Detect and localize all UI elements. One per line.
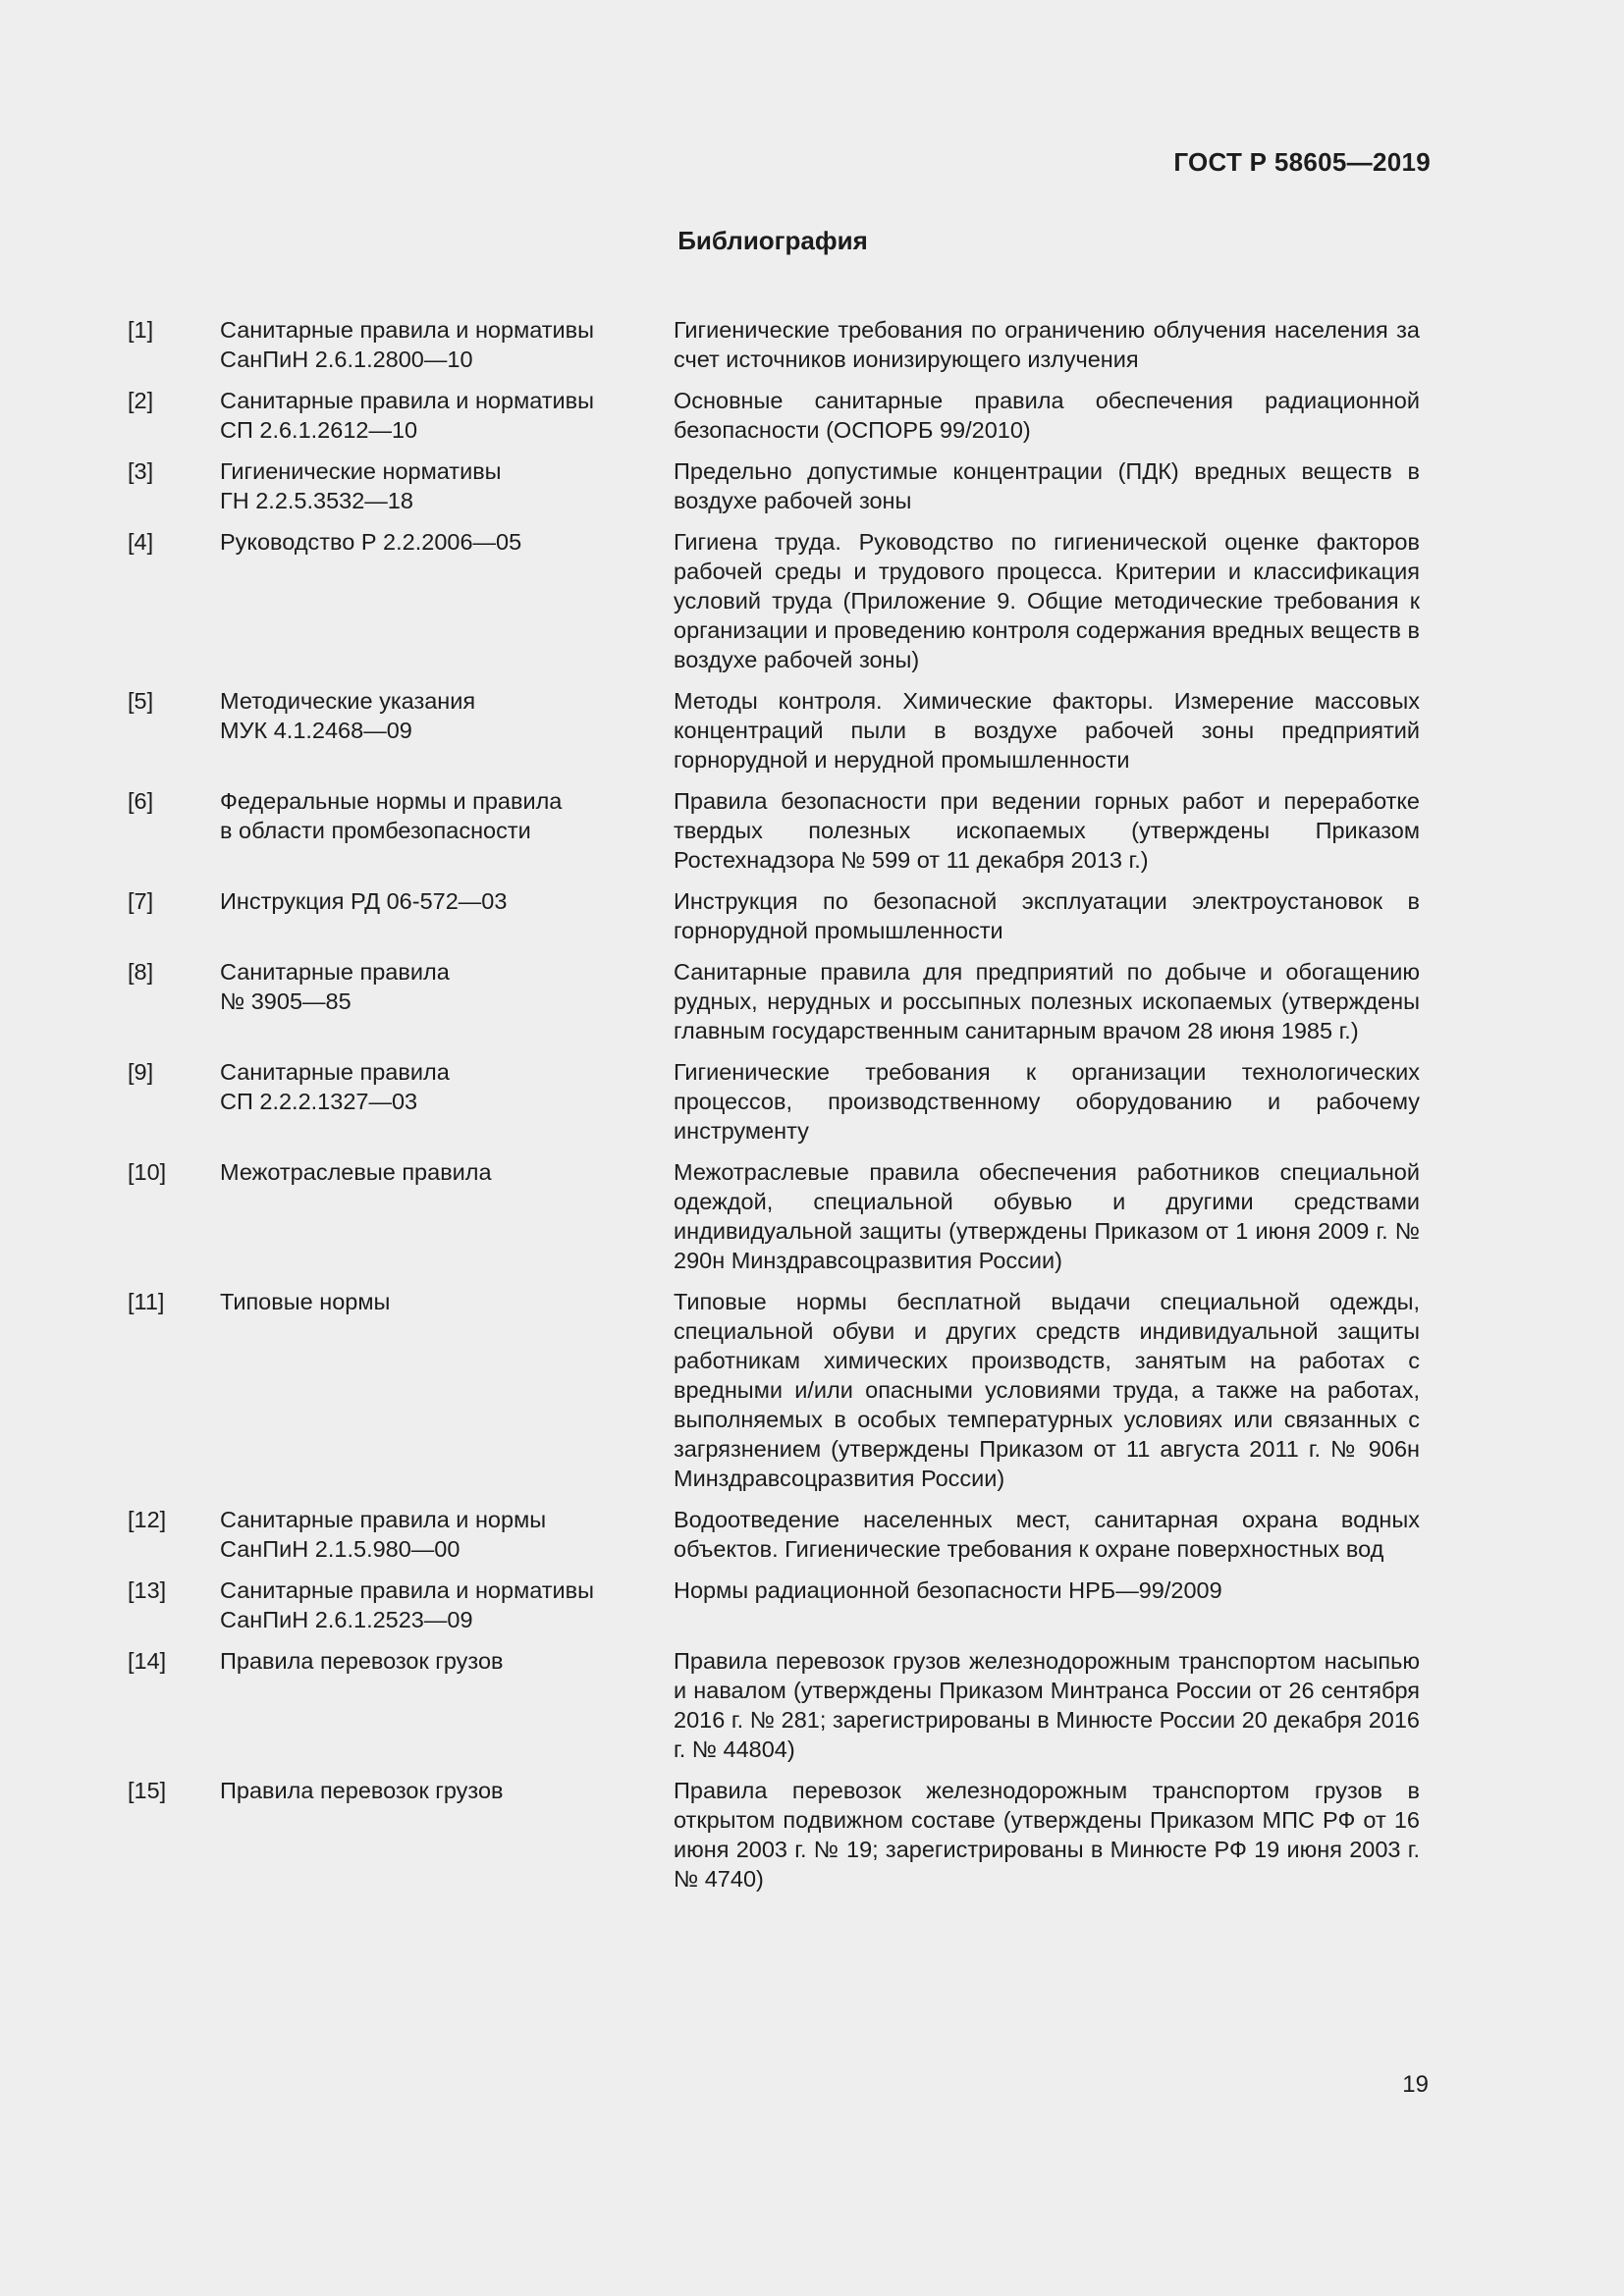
entry-source-line1: Правила перевозок грузов bbox=[220, 1648, 504, 1674]
entry-number: [7] bbox=[128, 888, 154, 914]
entry-source bbox=[220, 886, 674, 945]
entry-description: Основные санитарные правила обеспечения радиационной безопасности (ОСПОРБ 99/2010) bbox=[674, 388, 1420, 443]
entry-source-line2: ГН 2.2.5.3532—18 bbox=[220, 488, 413, 513]
entry-source-line1: Гигиенические нормативы bbox=[220, 458, 502, 484]
entry-description: Нормы радиационной безопасности НРБ—99/2009 bbox=[674, 1577, 1222, 1603]
entry-source-line2: СП 2.6.1.2612—10 bbox=[220, 417, 418, 443]
entry-source bbox=[220, 456, 674, 515]
entry-source bbox=[220, 315, 674, 374]
bibliography-entry bbox=[128, 1776, 1420, 1894]
entry-source-line1: Правила перевозок грузов bbox=[220, 1778, 504, 1803]
entry-description: Гигиенические требования по ограничению облучения населения за счет источников ионизирующего излучения bbox=[674, 317, 1420, 372]
entry-source bbox=[220, 1157, 674, 1275]
entry-source-line1: Методические указания bbox=[220, 688, 476, 714]
entry-source-line2: МУК 4.1.2468—09 bbox=[220, 718, 412, 743]
entry-description: Типовые нормы бесплатной выдачи специальной одежды, специальной обуви и других средств индивидуальной защиты работникам химических производств, занятым на работах с вредными и/или опасными условиями труда, а также на работах, выполняемых в особых температурных условиях или связанных с загрязнением (утверждены Приказом от 11 августа 2011 г. № 906н Минздравсоцразвития России) bbox=[674, 1289, 1420, 1491]
entry-description: Правила безопасности при ведении горных работ и переработке твердых полезных ископаемых (утверждены Приказом Ростехнадзора № 599 от 11 декабря 2013 г.) bbox=[674, 788, 1420, 873]
entry-source-line1: Инструкция РД 06-572—03 bbox=[220, 888, 508, 914]
entry-number: [3] bbox=[128, 458, 154, 484]
entry-number: [14] bbox=[128, 1648, 167, 1674]
entry-source bbox=[220, 1776, 674, 1894]
entry-number: [5] bbox=[128, 688, 154, 714]
bibliography-list bbox=[128, 315, 1420, 1905]
entry-number: [10] bbox=[128, 1159, 167, 1185]
entry-source-line2: СанПиН 2.1.5.980—00 bbox=[220, 1536, 460, 1562]
entry-source-line1: Санитарные правила и нормативы bbox=[220, 317, 595, 343]
entry-description: Санитарные правила для предприятий по добыче и обогащению рудных, нерудных и россыпных полезных ископаемых (утверждены главным государственным санитарным врачом 28 июня 1985 г.) bbox=[674, 959, 1420, 1043]
entry-source bbox=[220, 1057, 674, 1146]
entry-source bbox=[220, 957, 674, 1045]
entry-source-line1: Федеральные нормы и правила bbox=[220, 788, 563, 814]
entry-source-line1: Типовые нормы bbox=[220, 1289, 391, 1314]
entry-number: [15] bbox=[128, 1778, 167, 1803]
section-title: Библиография bbox=[677, 226, 868, 255]
bibliography-entry bbox=[128, 1646, 1420, 1764]
bibliography-entry bbox=[128, 957, 1420, 1045]
entry-source bbox=[220, 1646, 674, 1764]
entry-source-line1: Санитарные правила bbox=[220, 959, 450, 985]
entry-description: Правила перевозок грузов железнодорожным транспортом насыпью и навалом (утверждены Приказом Минтранса России от 26 сентября 2016 г. № 281; зарегистрированы в Минюсте России 20 декабря 2016 г. № 44804) bbox=[674, 1648, 1420, 1762]
bibliography-entry bbox=[128, 1505, 1420, 1564]
entry-number: [13] bbox=[128, 1577, 167, 1603]
entry-source-line1: Межотраслевые правила bbox=[220, 1159, 492, 1185]
entry-source bbox=[220, 786, 674, 875]
entry-source-line1: Санитарные правила и нормативы bbox=[220, 1577, 595, 1603]
bibliography-entry bbox=[128, 686, 1420, 774]
bibliography-entry bbox=[128, 315, 1420, 374]
entry-number: [8] bbox=[128, 959, 154, 985]
bibliography-entry bbox=[128, 886, 1420, 945]
document-code: ГОСТ Р 58605—2019 bbox=[1173, 147, 1431, 177]
entry-number: [4] bbox=[128, 529, 154, 555]
entry-source bbox=[220, 1505, 674, 1564]
entry-description: Предельно допустимые концентрации (ПДК) вредных веществ в воздухе рабочей зоны bbox=[674, 458, 1420, 513]
entry-source bbox=[220, 386, 674, 445]
entry-source-line2: № 3905—85 bbox=[220, 988, 352, 1014]
entry-description: Инструкция по безопасной эксплуатации электроустановок в горнорудной промышленности bbox=[674, 888, 1420, 943]
entry-source-line2: в области промбезопасности bbox=[220, 818, 531, 843]
entry-source-line1: Санитарные правила bbox=[220, 1059, 450, 1085]
bibliography-entry bbox=[128, 1575, 1420, 1634]
entry-source-line2: СанПиН 2.6.1.2523—09 bbox=[220, 1607, 473, 1632]
entry-description: Правила перевозок железнодорожным транспортом грузов в открытом подвижном составе (утверждены Приказом МПС РФ от 16 июня 2003 г. № 19; зарегистрированы в Минюсте РФ 19 июня 2003 г. № 4740) bbox=[674, 1778, 1420, 1892]
entry-source-line1: Санитарные правила и нормы bbox=[220, 1507, 547, 1532]
bibliography-entry bbox=[128, 1157, 1420, 1275]
entry-source bbox=[220, 1287, 674, 1493]
bibliography-entry bbox=[128, 1287, 1420, 1493]
entry-source-line2: СанПиН 2.6.1.2800—10 bbox=[220, 347, 473, 372]
entry-source-line1: Санитарные правила и нормативы bbox=[220, 388, 595, 413]
entry-source-line1: Руководство Р 2.2.2006—05 bbox=[220, 529, 522, 555]
entry-number: [11] bbox=[128, 1289, 165, 1314]
entry-source bbox=[220, 1575, 674, 1634]
page-number: 19 bbox=[1402, 2071, 1429, 2098]
entry-description: Методы контроля. Химические факторы. Измерение массовых концентраций пыли в воздухе рабочей зоны предприятий горнорудной и нерудной промышленности bbox=[674, 688, 1420, 773]
entry-description: Межотраслевые правила обеспечения работников специальной одеждой, специальной обувью и другими средствами индивидуальной защиты (утверждены Приказом от 1 июня 2009 г. № 290н Минздравсоцразвития России) bbox=[674, 1159, 1420, 1273]
bibliography-entry bbox=[128, 1057, 1420, 1146]
bibliography-entry bbox=[128, 386, 1420, 445]
entry-number: [1] bbox=[128, 317, 154, 343]
bibliography-entry bbox=[128, 456, 1420, 515]
entry-source bbox=[220, 686, 674, 774]
entry-description: Гигиенические требования к организации технологических процессов, производственному оборудованию и рабочему инструменту bbox=[674, 1059, 1420, 1144]
entry-description: Водоотведение населенных мест, санитарная охрана водных объектов. Гигиенические требования к охране поверхностных вод bbox=[674, 1507, 1420, 1562]
entry-source bbox=[220, 527, 674, 674]
entry-description: Гигиена труда. Руководство по гигиенической оценке факторов рабочей среды и трудового процесса. Критерии и классификация условий труда (Приложение 9. Общие методические требования к организации и проведению контроля содержания вредных веществ в воздухе рабочей зоны) bbox=[674, 529, 1420, 672]
entry-number: [9] bbox=[128, 1059, 154, 1085]
entry-number: [2] bbox=[128, 388, 154, 413]
bibliography-entry bbox=[128, 527, 1420, 674]
entry-number: [12] bbox=[128, 1507, 167, 1532]
bibliography-entry bbox=[128, 786, 1420, 875]
entry-number: [6] bbox=[128, 788, 154, 814]
entry-source-line2: СП 2.2.2.1327—03 bbox=[220, 1089, 418, 1114]
